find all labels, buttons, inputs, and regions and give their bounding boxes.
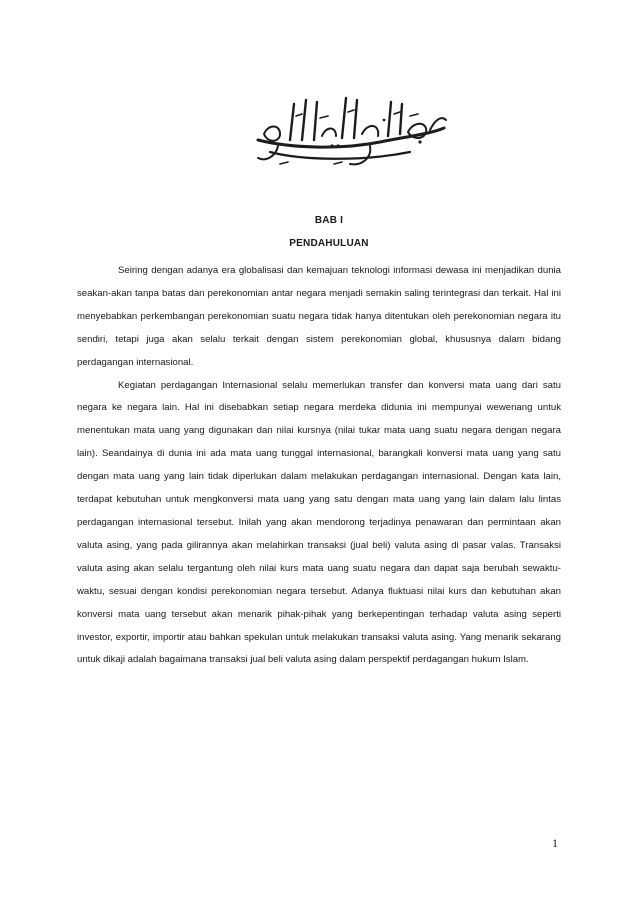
basmala-calligraphy-image xyxy=(250,90,450,170)
page-number: 1 xyxy=(552,836,558,850)
paragraph-1: Seiring dengan adanya era globalisasi dan kemajuan teknologi informasi dewasa ini menjadikan dunia seakan-akan tanpa batas dan perekonomian antar negara menjadi semakin saling terintegrasi dan terkait. Hal ini menyebabkan perkembangan perekonomian suatu negara tidak hanya ditentukan oleh perekonomian negara itu sendiri, tetapi juga akan selalu terkait dengan sistem perekonomian global, khususnya dalam bidang perdagangan internasional. xyxy=(77,265,561,368)
paragraph-2: Kegiatan perdagangan Internasional selalu memerlukan transfer dan konversi mata uang dari satu negara ke negara lain. Hal ini disebabkan setiap negara merdeka didunia ini mempunyai wewenang untuk menentukan mata uang yang digunakan dan nilai kursnya (nilai tukar mata uang suatu negara dengan negara lain). Seandainya di dunia ini ada mata uang tunggal internasional, barangkali konversi mata uang yang satu dengan mata uang yang lain tidak diperlukan dalam melakukan perdagangan internasional. Dengan kata lain, terdapat kebutuhan untuk mengkonversi mata uang yang satu dengan mata uang yang lain dalam lalu lintas perdagangan internasional tersebut. Inilah yang akan mendorong terjadinya penawaran dan permintaan akan valuta asing, yang pada gilirannya akan melahirkan transaksi (jual beli) valuta asing di pasar valas. Transaksi valuta asing akan selalu tergantung oleh nilai kurs mata uang suatu negara dan dapat saja berubah sewaktu-waktu, sesuai dengan kondisi perekonomian negara tersebut. Adanya fluktuasi nilai kurs dan kebutuhan akan konversi mata uang tersebut akan menarik pihak-pihak yang berkepentingan terhadap valuta asing seperti investor, exportir, importir atau bahkan spekulan untuk melakukan transaksi valuta asing. Yang menarik sekarang untuk dikaji adalah bagaimana transaksi jual beli valuta asing dalam perspektif perdagangan hukum Islam. xyxy=(77,379,561,666)
basmala-calligraphy xyxy=(250,90,450,170)
body-text xyxy=(77,260,561,672)
chapter-number: BAB I xyxy=(314,215,344,226)
chapter-title: PENDAHULUAN xyxy=(289,238,369,249)
